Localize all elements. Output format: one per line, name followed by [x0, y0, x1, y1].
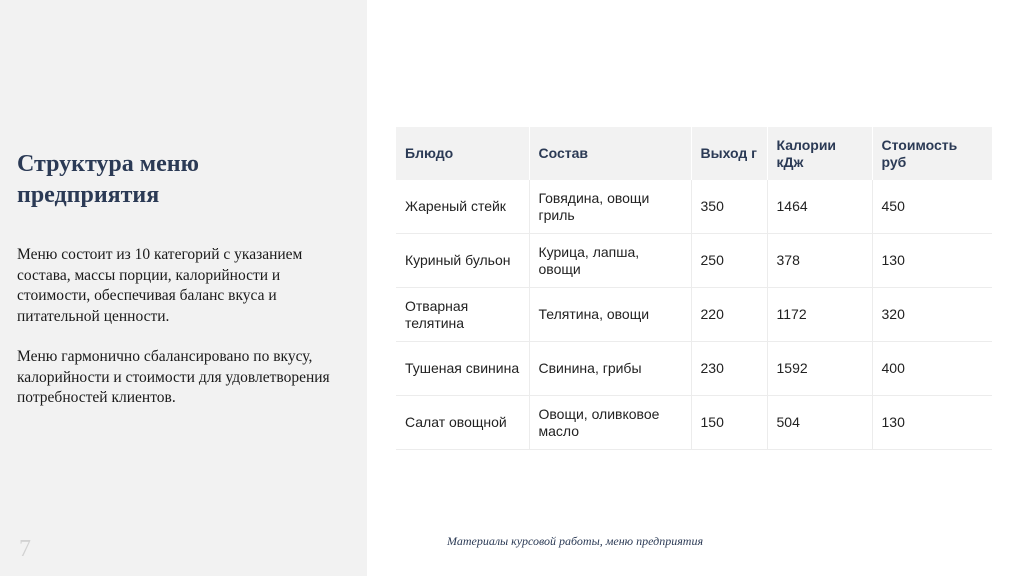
cell-composition: Свинина, грибы: [529, 342, 691, 396]
cell-dish: Салат овощной: [396, 396, 529, 450]
menu-table: [396, 127, 992, 450]
cell-composition: Курица, лапша, овощи: [529, 234, 691, 288]
cell-yield: 350: [691, 180, 767, 234]
table-row: [396, 288, 992, 342]
cell-composition: Говядина, овощи гриль: [529, 180, 691, 234]
header-yield: Выход г: [691, 127, 767, 180]
slide-title: Структура меню предприятия: [17, 151, 199, 208]
summary-paragraph: Меню гармонично сбалансировано по вкусу, калорийности и стоимости для удовлетворения потребностей клиентов.: [17, 348, 330, 406]
left-panel: [0, 0, 367, 576]
table-row: [396, 234, 992, 288]
header-calories: Калории кДж: [767, 127, 872, 180]
header-price: Стоимость руб: [872, 127, 992, 180]
cell-price: 130: [872, 234, 992, 288]
cell-calories: 1464: [767, 180, 872, 234]
cell-dish: Жареный стейк: [396, 180, 529, 234]
header-dish: Блюдо: [396, 127, 529, 180]
footer-caption: Материалы курсовой работы, меню предприятия: [447, 534, 704, 548]
cell-price: 130: [872, 396, 992, 450]
cell-calories: 378: [767, 234, 872, 288]
cell-composition: Телятина, овощи: [529, 288, 691, 342]
cell-composition: Овощи, оливковое масло: [529, 396, 691, 450]
cell-dish: Отварная телятина: [396, 288, 529, 342]
cell-dish: Куриный бульон: [396, 234, 529, 288]
header-composition: Состав: [529, 127, 691, 180]
table-row: [396, 180, 992, 234]
cell-yield: 220: [691, 288, 767, 342]
cell-calories: 504: [767, 396, 872, 450]
cell-yield: 250: [691, 234, 767, 288]
table-header-row: [396, 127, 992, 180]
cell-yield: 150: [691, 396, 767, 450]
cell-calories: 1172: [767, 288, 872, 342]
description-paragraph: Меню состоит из 10 категорий с указанием состава, массы порции, калорийности и стоимости, обеспечивая баланс вкуса и питательной ценности.: [17, 246, 303, 325]
cell-price: 400: [872, 342, 992, 396]
table-row: [396, 396, 992, 450]
cell-price: 450: [872, 180, 992, 234]
cell-yield: 230: [691, 342, 767, 396]
table-row: [396, 342, 992, 396]
cell-dish: Тушеная свинина: [396, 342, 529, 396]
cell-calories: 1592: [767, 342, 872, 396]
cell-price: 320: [872, 288, 992, 342]
page-number: 7: [19, 536, 31, 562]
